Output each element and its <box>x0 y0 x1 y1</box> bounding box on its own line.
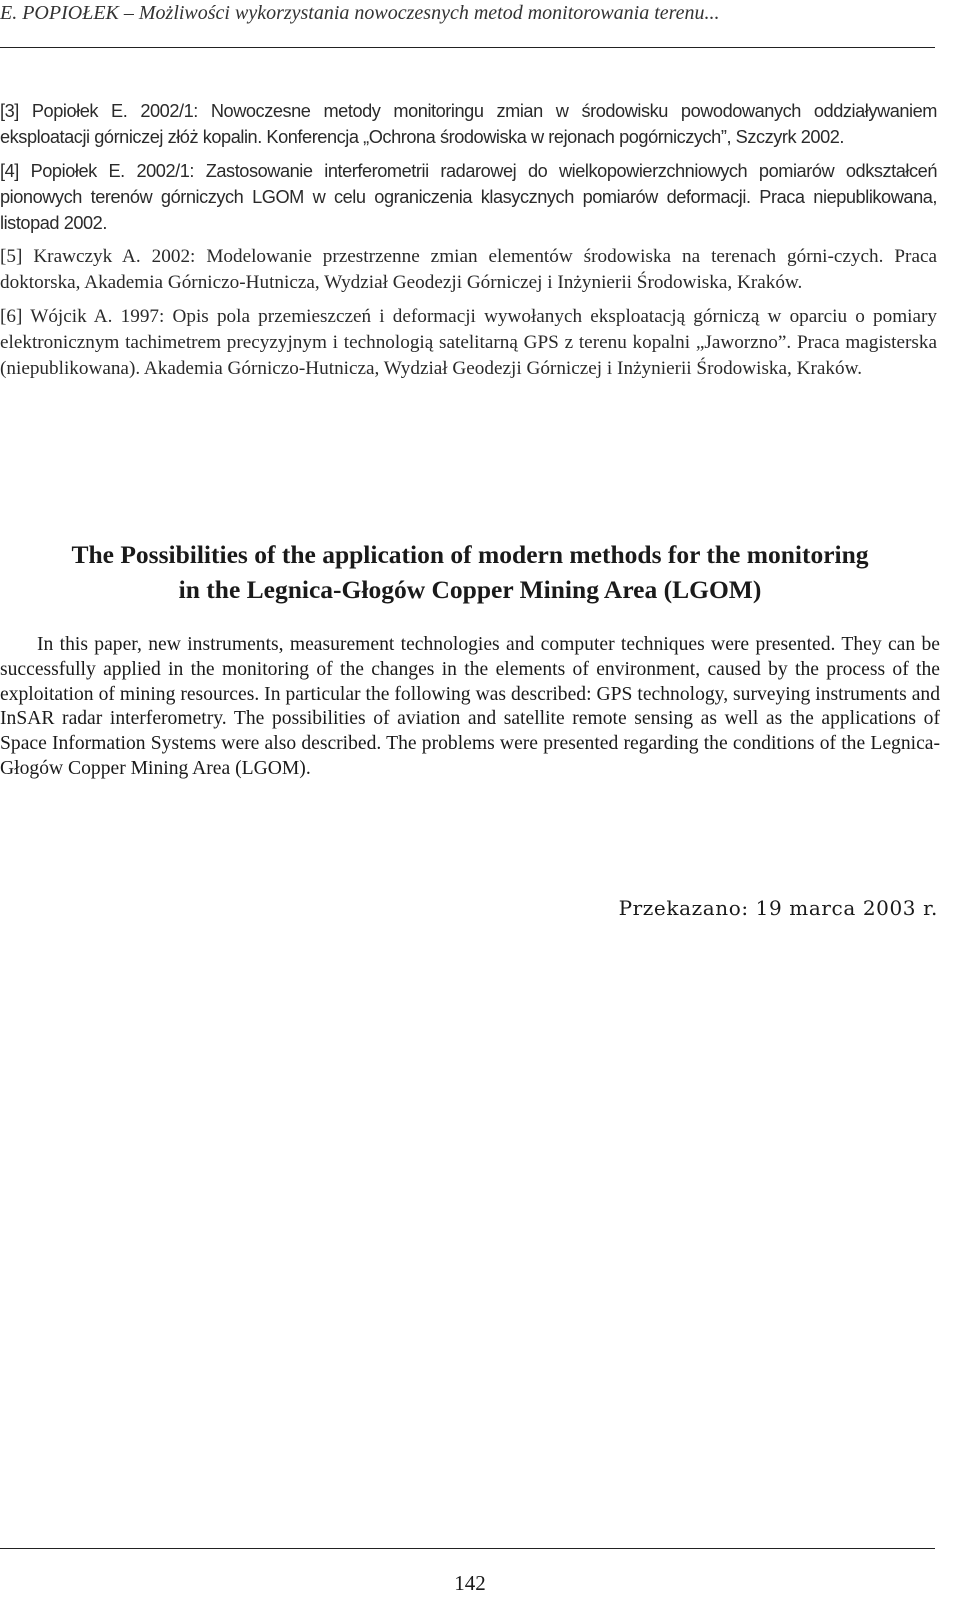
english-abstract: In this paper, new instruments, measurement technologies and computer techniques were presented. They can be successfully applied in the monitoring of the changes in the elements of environment, caused by the process of the exploitation of mining resources. In particular the following was described: GPS technology, surveying instruments and InSAR radar interferometry. The possibilities of aviation and satellite remote sensing as well as the applications of Space Information Systems were also described. The problems were presented regarding the conditions of the Legnica-Głogów Copper Mining Area (LGOM). <box>0 634 940 779</box>
received-date: Przekazano: 19 marca 2003 r. <box>618 896 938 920</box>
reference-item: [3] Popiołek E. 2002/1: Nowoczesne metody monitoringu zmian w środowisku powodowanych oddziaływaniem eksploatacji górniczej złóż kopalin. Konferencja „Ochrona środowiska w rejonach pogórniczych”, Szczyrk 2002. <box>0 101 937 147</box>
reference-item: [5] Krawczyk A. 2002: Modelowanie przestrzenne zmian elementów środowiska na terenach górni-czych. Praca doktorska, Akademia Górniczo-Hutnicza, Wydział Geodezji Górniczej i Inżynierii Środowiska, Kraków. <box>0 246 937 293</box>
reference-list <box>0 98 937 390</box>
page-number: 142 <box>454 1571 486 1595</box>
header-rule <box>0 47 935 48</box>
title-line: in the Legnica-Głogów Copper Mining Area (LGOM) <box>178 575 762 604</box>
english-title <box>0 537 940 607</box>
reference-item: [6] Wójcik A. 1997: Opis pola przemieszczeń i deformacji wywołanych eksploatacją górniczą w oparciu o pomiary elektronicznym tachimetrem precyzyjnym i technologią satelitarną GPS z terenu kopalni „Jaworzno”. Praca magisterska (niepublikowana). Akademia Górniczo-Hutnicza, Wydział Geodezji Górniczej i Inżynierii Środowiska, Kraków. <box>0 306 937 379</box>
running-header: E. POPIOŁEK – Możliwości wykorzystania nowoczesnych metod monitorowania terenu... <box>0 2 720 24</box>
footer-rule <box>0 1548 935 1549</box>
reference-item: [4] Popiołek E. 2002/1: Zastosowanie interferometrii radarowej do wielkopowierzchniowych pomiarów odkształceń pionowych terenów górniczych LGOM w celu ograniczenia klasycznych pomiarów deformacji. Praca niepublikowana, listopad 2002. <box>0 161 937 233</box>
title-line: The Possibilities of the application of modern methods for the monitoring <box>71 540 869 569</box>
